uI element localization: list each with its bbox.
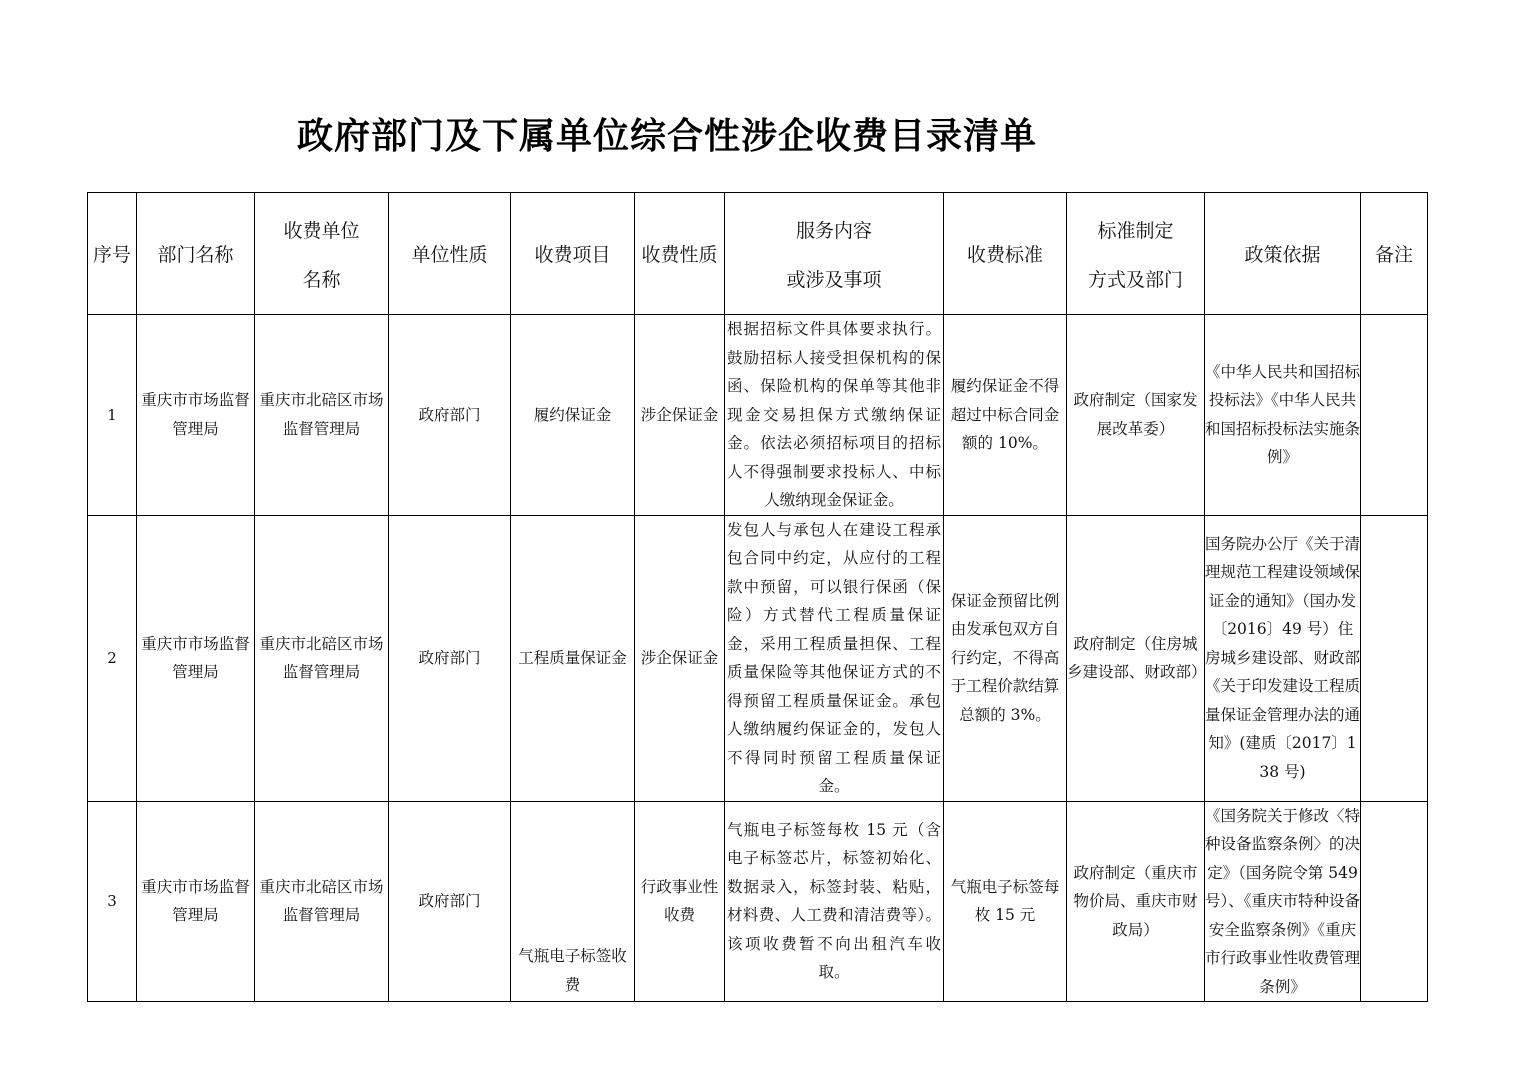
cell-service: 根据招标文件具体要求执行。鼓励招标人接受担保机构的保函、保险机构的保单等其他非现金交易担保方式缴纳保证金。依法必须招标项目的招标人不得强制要求投标人、中标人缴纳现金保证金。	[725, 315, 944, 516]
cell-item: 履约保证金	[511, 315, 635, 516]
cell-item: 气瓶电子标签收费	[511, 801, 635, 1002]
cell-maker: 政府制定（住房城乡建设部、财政部）	[1067, 515, 1205, 801]
table-row	[88, 315, 1428, 516]
header-maker	[1067, 193, 1205, 315]
cell-basis: 国务院办公厅《关于清理规范工程建设领域保证金的通知》（国办发〔2016〕49 号）住房城乡建设部、财政部《关于印发建设工程质量保证金管理办法的通知》(建质〔2017〕138 号)	[1205, 515, 1361, 801]
header-standard: 收费标准	[944, 193, 1067, 315]
header-maker-line1: 标准制定	[1097, 219, 1174, 242]
header-basis: 政策依据	[1205, 193, 1361, 315]
cell-fee-nature: 涉企保证金	[635, 515, 725, 801]
header-service-line1: 服务内容	[795, 219, 872, 242]
cell-remark	[1361, 315, 1428, 516]
cell-unit: 重庆市北碚区市场监督管理局	[255, 315, 389, 516]
cell-unit: 重庆市北碚区市场监督管理局	[255, 801, 389, 1002]
cell-item: 工程质量保证金	[511, 515, 635, 801]
cell-service: 气瓶电子标签每枚 15 元（含电子标签芯片，标签初始化、数据录入，标签封装、粘贴，材料费、人工费和清洁费等）。该项收费暂不向出租汽车收取。	[725, 801, 944, 1002]
cell-seq: 2	[88, 515, 137, 801]
header-nature: 单位性质	[389, 193, 511, 315]
cell-seq: 1	[88, 315, 137, 516]
header-unit-line2: 名称	[302, 268, 341, 291]
cell-dept: 重庆市市场监督管理局	[137, 515, 255, 801]
cell-remark	[1361, 515, 1428, 801]
header-service-line2: 或涉及事项	[786, 268, 882, 291]
header-maker-line2: 方式及部门	[1087, 268, 1183, 291]
header-unit	[255, 193, 389, 315]
header-item: 收费项目	[511, 193, 635, 315]
cell-maker: 政府制定（重庆市物价局、重庆市财政局）	[1067, 801, 1205, 1002]
cell-service: 发包人与承包人在建设工程承包合同中约定，从应付的工程款中预留，可以银行保函（保险）方式替代工程质量保证金，采用工程质量担保、工程质量保险等其他保证方式的不得预留工程质量保证金。承包人缴纳履约保证金的，发包人不得同时预留工程质量保证金。	[725, 515, 944, 801]
header-seq: 序号	[88, 193, 137, 315]
cell-basis: 《中华人民共和国招标投标法》《中华人民共和国招标投标法实施条例》	[1205, 315, 1361, 516]
cell-unit: 重庆市北碚区市场监督管理局	[255, 515, 389, 801]
cell-nature: 政府部门	[389, 515, 511, 801]
cell-dept: 重庆市市场监督管理局	[137, 315, 255, 516]
cell-standard: 保证金预留比例由发承包双方自行约定，不得高于工程价款结算总额的 3%。	[944, 515, 1067, 801]
header-dept: 部门名称	[137, 193, 255, 315]
cell-standard: 气瓶电子标签每枚 15 元	[944, 801, 1067, 1002]
header-service	[725, 193, 944, 315]
cell-basis: 《国务院关于修改〈特种设备监察条例〉的决定》（国务院令第 549 号）、《重庆市特种设备安全监察条例》《重庆市行政事业性收费管理条例》	[1205, 801, 1361, 1002]
cell-nature: 政府部门	[389, 315, 511, 516]
page-title: 政府部门及下属单位综合性涉企收费目录清单	[297, 115, 1038, 157]
cell-nature: 政府部门	[389, 801, 511, 1002]
header-remark: 备注	[1361, 193, 1428, 315]
header-row	[88, 193, 1428, 315]
cell-standard: 履约保证金不得超过中标合同金额的 10%。	[944, 315, 1067, 516]
cell-dept: 重庆市市场监督管理局	[137, 801, 255, 1002]
cell-maker: 政府制定（国家发展改革委）	[1067, 315, 1205, 516]
cell-remark	[1361, 801, 1428, 1002]
table-row	[88, 801, 1428, 1002]
cell-fee-nature: 行政事业性收费	[635, 801, 725, 1002]
cell-seq: 3	[88, 801, 137, 1002]
header-fee-nature: 收费性质	[635, 193, 725, 315]
fee-catalog-table	[87, 192, 1428, 1002]
header-unit-line1: 收费单位	[283, 219, 360, 242]
table-row	[88, 515, 1428, 801]
cell-fee-nature: 涉企保证金	[635, 315, 725, 516]
